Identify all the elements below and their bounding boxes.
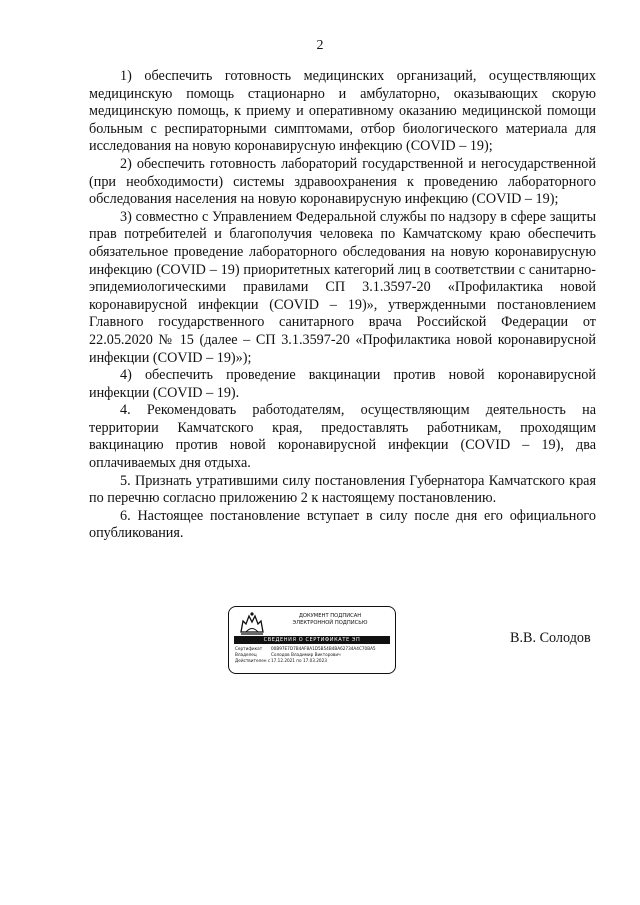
stamp-row-value: 00B97E7D7B4AF8A1D5B54B4BA62734A4C70BA5 xyxy=(271,646,376,651)
stamp-title-line1: ДОКУМЕНТ ПОДПИСАН xyxy=(298,613,362,619)
paragraph-1-1: 1) обеспечить готовность медицинских организаций, осуществляющих медицинскую помощь стационарно и амбулаторно, оказывающих скорую медицинскую помощь, к приему и оперативному оказанию медицинской помощи больным с респираторными симптомами, отбор биологического материала для исследования на новую коронавирусную инфекцию (COVID – 19); xyxy=(89,68,596,155)
stamp-row-key: Владелец xyxy=(235,652,257,658)
electronic-signature-stamp xyxy=(228,606,396,674)
stamp-details xyxy=(235,646,392,665)
stamp-certificate-band: СВЕДЕНИЯ О СЕРТИФИКАТЕ ЭП xyxy=(234,636,390,644)
stamp-title xyxy=(269,613,391,627)
paragraph-1-4: 4) обеспечить проведение вакцинации против новой коронавирусной инфекции (COVID – 19). xyxy=(89,367,596,401)
paragraph-4: 4. Рекомендовать работодателям, осуществляющим деятельность на территории Камчатского края, предоставлять работникам, проходящим вакцинацию против новой коронавирусной инфекции (COVID – 19), два оплачиваемых дня отдыха. xyxy=(89,402,596,472)
coat-of-arms-icon xyxy=(237,610,267,636)
paragraph-6: 6. Настоящее постановление вступает в силу после дня его официального опубликования. xyxy=(89,507,596,542)
document-body xyxy=(89,68,596,543)
page-number: 2 xyxy=(316,38,324,53)
stamp-row-value: Солодов Владимир Викторович xyxy=(271,652,341,658)
paragraph-1-2: 2) обеспечить готовность лабораторий государственной и негосударственной (при необходимости) системы здравоохранения к проведению лабораторного обследования населения на новую коронавирусную инфекцию (COVID – 19); xyxy=(89,155,596,208)
stamp-row-key: Действителен с xyxy=(235,658,271,664)
stamp-row-validity xyxy=(235,658,392,664)
stamp-row-key: Сертификат xyxy=(235,646,263,651)
paragraph-5: 5. Признать утратившими силу постановления Губернатора Камчатского края по перечню согласно приложению 2 к настоящему постановлению. xyxy=(89,472,596,507)
paragraph-1-3: 3) совместно с Управлением Федеральной службы по надзору в сфере защиты прав потребителей и благополучия человека по Камчатскому краю обеспечить обязательное проведение лабораторного обследования на новую коронавирусную инфекцию (COVID – 19) приоритетных категорий лиц в соответствии с санитарно-эпидемиологическими правилами СП 3.1.3597-20 «Профилактика новой коронавирусной инфекции (COVID – 19)», утвержденными постановлением Главного государственного санитарного врача Российской Федерации от 22.05.2020 № 15 (далее – СП 3.1.3597-20 «Профилактика новой коронавирусной инфекции (COVID – 19)»); xyxy=(89,208,596,366)
signatory-name: В.В. Солодов xyxy=(510,630,591,646)
stamp-row-value: 17.12.2021 по 17.03.2023 xyxy=(271,658,327,664)
stamp-title-line2: ЭЛЕКТРОННОЙ ПОДПИСЬЮ xyxy=(292,620,368,626)
